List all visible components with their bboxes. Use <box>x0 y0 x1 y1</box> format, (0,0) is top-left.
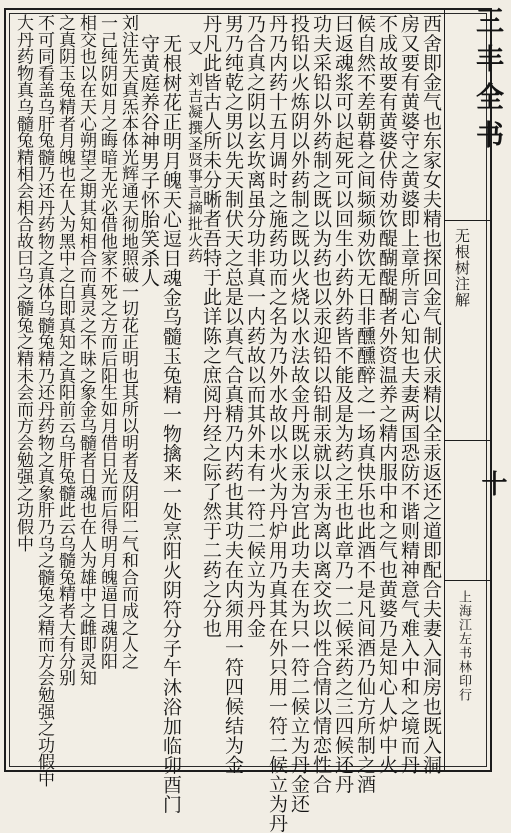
poem-verse-1: 无根树花正明月魄天心逗日魂金乌髓玉兔精一物擒来一处烹阳火阴符分子午沐浴加临卯酉门 <box>160 34 182 814</box>
page-number: 十 <box>477 470 507 496</box>
text-column-6: 功夫采铅以外药制之既以为药也以汞迎铅以铅制汞就以汞为离以离交坎以性合情以情恋性合 <box>310 14 332 794</box>
commentary-column-1: 刘注先天真炁本体光辉通天彻地照破一切花正明也其所以明者及阴阳二气和合而成之人之 <box>118 14 138 670</box>
book-title: 三丰全书 <box>472 6 505 158</box>
commentary-column-6: 大丹药物真乌髓兔精相会相合故曰乌之髓兔之精未会而方会勉强之功假中 <box>13 14 33 552</box>
text-column-7: 投铅以火炼阴以外药制之既以火烧以水法故金丹既以汞为宫此功夫在为只一符二候立为丹金还 <box>288 14 310 814</box>
text-column-4: 候自然不差朝暮之间频频劝饮无日非醺醺醉之一场真快乐也此酒不是凡间酒乃仙方所制之酒 <box>354 14 376 794</box>
text-column-2: 房又要有黄婆守之黄婆即上章所言心知也夫妻两国恐防不谐则精神意气难入中和之境而丹 <box>398 14 420 775</box>
text-column-1: 西舍即金气也东家女夫精也探回金气制伏汞精以全汞返还之道即配合夫妻入洞房也既入洞 <box>420 14 442 775</box>
text-column-5: 曰返魂浆可以起死可以回生小药外药皆不能及是为药之王也此章乃一二候采药之三四候还丹 <box>332 14 354 794</box>
commentary-column-5: 不可同看盖乌肝兔髓乃还丹药物之真体乌髓兔精乃还丹药物之真象肝乃乌之髓兔之精而方会勉强之功假中 <box>34 14 54 787</box>
text-column-10: 男乃纯乾之男以先天制伏天之总是以真气合真精乃内药也其功夫在内须用一符四候结为金 <box>222 14 244 775</box>
text-column-3: 不成故要有黄婆伏侍劝饮醍醐醍醐者外资温养之精内服中和之气也黄婆乃是知心人炉中火 <box>376 14 398 775</box>
commentary-column-2: 一己纯阴如月之晦暗无光必借他家不死之方而后阳生如月借日光而后得明月魄逼日魂阴阳 <box>97 14 117 670</box>
commentary-column-3: 相交也以在天心朔望之期其知相合而真灵之不昧之象金乌髓者日魂也在人为雄中之雌即灵知 <box>76 14 96 687</box>
text-column-8: 丹乃内药十五月调时之施药功而之名为乃外水故以水火为丹炉用乃真其在外只用一符二候立为丹 <box>266 14 288 833</box>
editor-note: 又 刘吉凝撰圣贤事言摘批火药 <box>186 40 204 264</box>
text-column-9: 乃合真之阴以玄坎离虽分功非真一内药故以而其外未有一符二候立为丹金 <box>244 14 266 638</box>
poem-verse-2: 守黄庭养谷神男子怀胎笑杀人 <box>138 34 160 288</box>
margin-divider-mid <box>444 440 492 441</box>
margin-divider-bottom <box>444 580 492 581</box>
commentary-column-4: 之真阴玉兔精者月魄也在人为黑中之白即真知之真阳前云乌肝兔髓此云乌髓兔精者大有分别 <box>55 14 75 687</box>
section-title: 无根树注解 <box>453 228 471 308</box>
margin-divider-top <box>444 220 492 221</box>
text-column-11: 丹凡此皆古人所未分晰者吾特于此详陈之庶阅丹经之际了然于二药之分也 <box>200 14 222 638</box>
publisher-imprint: 上海江左书林印行 <box>456 590 471 702</box>
